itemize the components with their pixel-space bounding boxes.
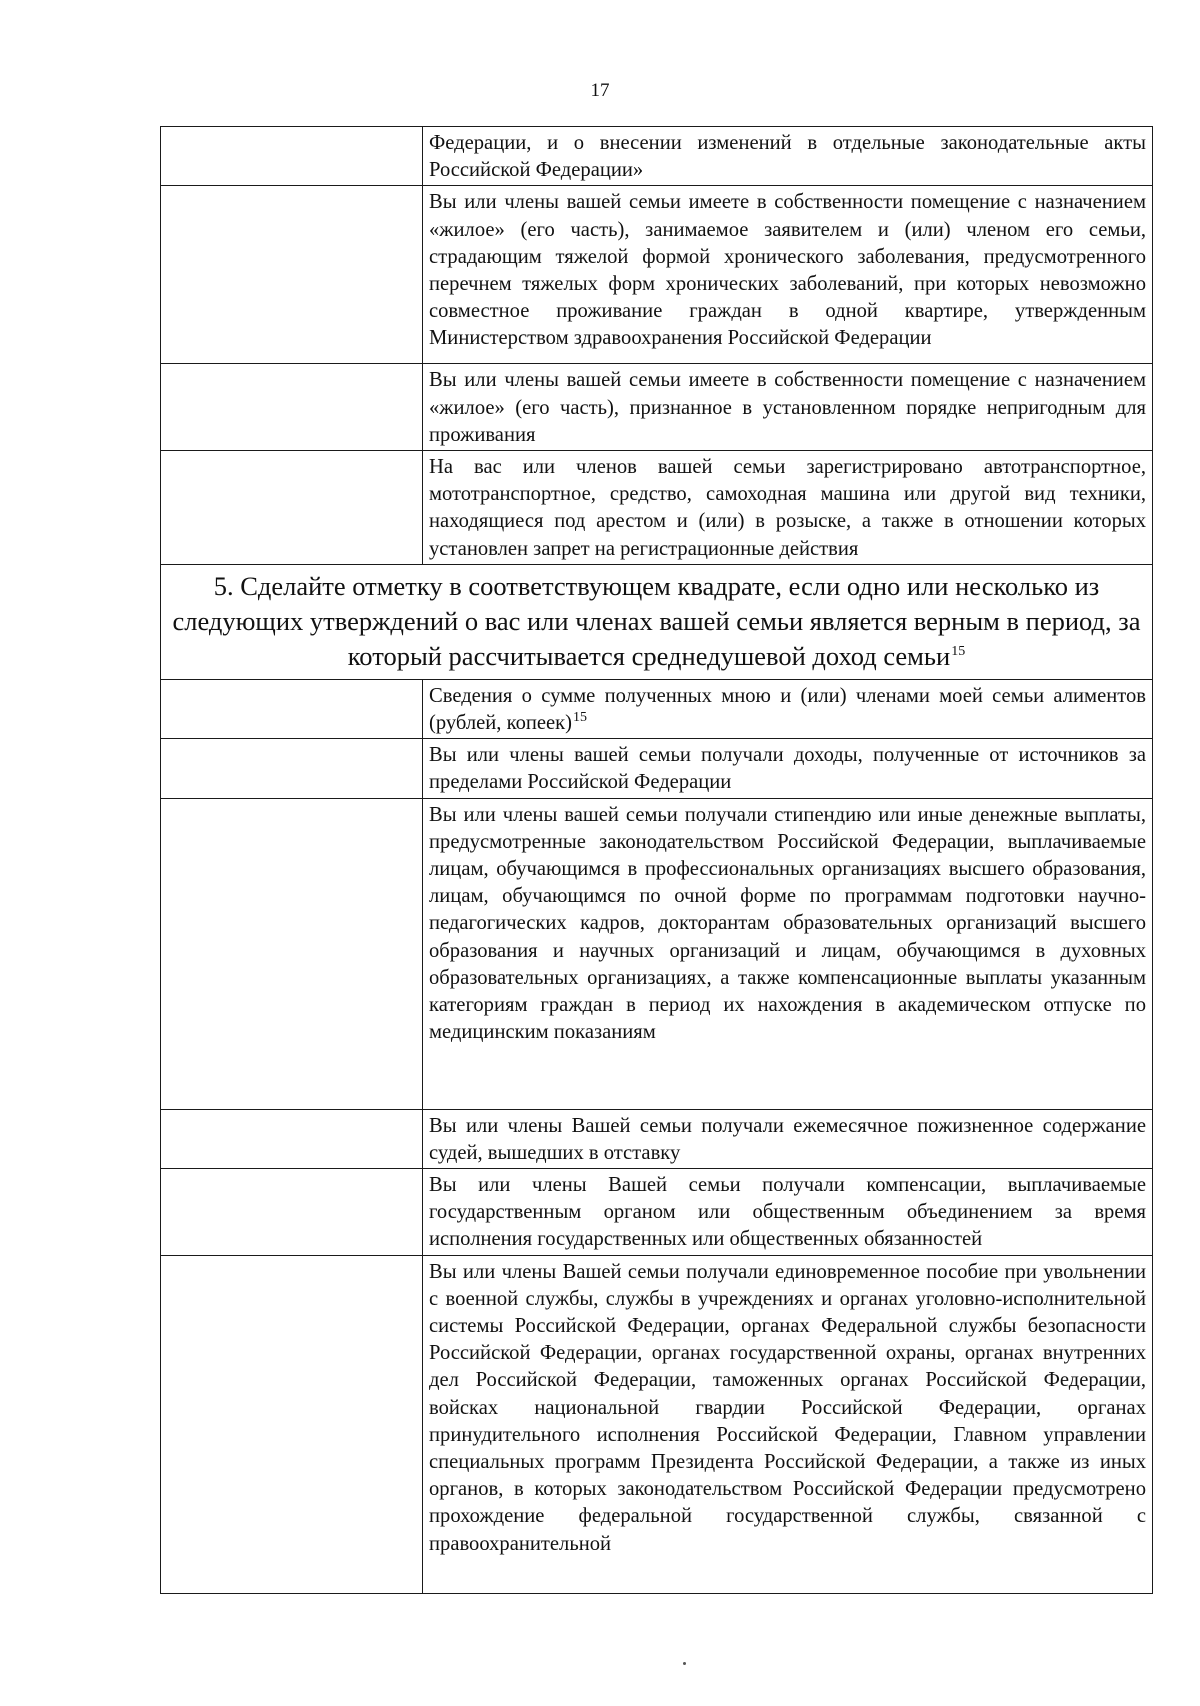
statement-text: Вы или члены вашей семьи получали доходы, полученные от источников за пределами Российской Федерации: [423, 739, 1153, 798]
checkbox-cell[interactable]: [161, 1169, 423, 1256]
table-row: [161, 186, 1153, 364]
checkbox-cell[interactable]: [161, 127, 423, 186]
table-row: [161, 679, 1153, 738]
scan-speck: [683, 1662, 686, 1665]
statement-text: Федерации, и о внесении изменений в отдельные законодательные акты Российской Федерации»: [423, 127, 1153, 186]
section-5-text: 5. Сделайте отметку в соответствующем квадрате, если одно или несколько из следующих утверждений о вас или членах вашей семьи является верным в период, за который рассчитывается среднедушевой доход семьи: [172, 570, 1141, 671]
checkbox-cell[interactable]: [161, 1109, 423, 1168]
footnote-marker: 15: [573, 710, 588, 726]
statement-text: Вы или члены вашей семьи получали стипендию или иные денежные выплаты, предусмотренные законодательством Российской Федерации, выплачиваемые лицам, обучающимся в профессиональных организациях высшего образования, лицам, обучающимся по очной форме по программам подготовки научно-педагогических кадров, докторантам образовательных организаций высшего образования и научных организаций и лицам, обучающимся в духовных образовательных организациях, а также компенсационные выплаты указанным категориям граждан в период их нахождения в академическом отпуске по медицинским показаниям: [423, 798, 1153, 1109]
page-number: 17: [590, 80, 610, 101]
statement-text: Вы или члены вашей семьи имеете в собственности помещение с назначением «жилое» (его часть), занимаемое заявителем и (или) членом его семьи, страдающим тяжелой формой хронического заболевания, предусмотренного перечнем тяжелых форм хронических заболеваний, при которых невозможно совместное проживание граждан в одной квартире, утвержденным Министерством здравоохранения Российской Федерации: [423, 186, 1153, 364]
checkbox-cell[interactable]: [161, 739, 423, 798]
statement-text: На вас или членов вашей семьи зарегистрировано автотранспортное, мототранспортное, средство, самоходная машина или другой вид техники, находящиеся под арестом и (или) в розыске, а также в отношении которых установлен запрет на регистрационные действия: [423, 451, 1153, 565]
declaration-table: [160, 126, 1153, 1594]
checkbox-cell[interactable]: [161, 798, 423, 1109]
table-row: [161, 798, 1153, 1109]
footnote-marker: 15: [951, 644, 966, 659]
table-row: [161, 451, 1153, 565]
statement-text: Вы или члены Вашей семьи получали компенсации, выплачиваемые государственным органом или общественным объединением за время исполнения государственных или общественных обязанностей: [423, 1169, 1153, 1256]
statement-text: Вы или члены Вашей семьи получали ежемесячное пожизненное содержание судей, вышедших в отставку: [423, 1109, 1153, 1168]
checkbox-cell[interactable]: [161, 451, 423, 565]
table-row: [161, 364, 1153, 451]
section-5-heading: [161, 564, 1153, 679]
statement-text: Вы или члены вашей семьи имеете в собственности помещение с назначением «жилое» (его часть), признанное в установленном порядке непригодным для проживания: [423, 364, 1153, 451]
table-row: [161, 127, 1153, 186]
checkbox-cell[interactable]: [161, 679, 423, 738]
section-heading-row: [161, 564, 1153, 679]
table-row: [161, 1255, 1153, 1593]
table-row: [161, 739, 1153, 798]
statement-text: Вы или члены Вашей семьи получали единовременное пособие при увольнении с военной службы, службы в учреждениях и органах уголовно-исполнительной системы Российской Федерации, органах Федеральной службы безопасности Российской Федерации, органах государственной охраны, органах внутренних дел Российской Федерации, таможенных органах Российской Федерации, войсках национальной гвардии Российской Федерации, органах принудительного исполнения Российской Федерации, Главном управлении специальных программ Президента Российской Федерации, а также из иных органов, в которых законодательством Российской Федерации предусмотрено прохождение федеральной государственной службы, связанной с правоохранительной: [423, 1255, 1153, 1593]
table-row: [161, 1169, 1153, 1256]
checkbox-cell[interactable]: [161, 186, 423, 364]
table-row: [161, 1109, 1153, 1168]
statement-text-body: Сведения о сумме полученных мною и (или) членами моей семьи алиментов (рублей, копеек): [429, 684, 1146, 735]
statement-text: [423, 679, 1153, 738]
checkbox-cell[interactable]: [161, 364, 423, 451]
checkbox-cell[interactable]: [161, 1255, 423, 1593]
